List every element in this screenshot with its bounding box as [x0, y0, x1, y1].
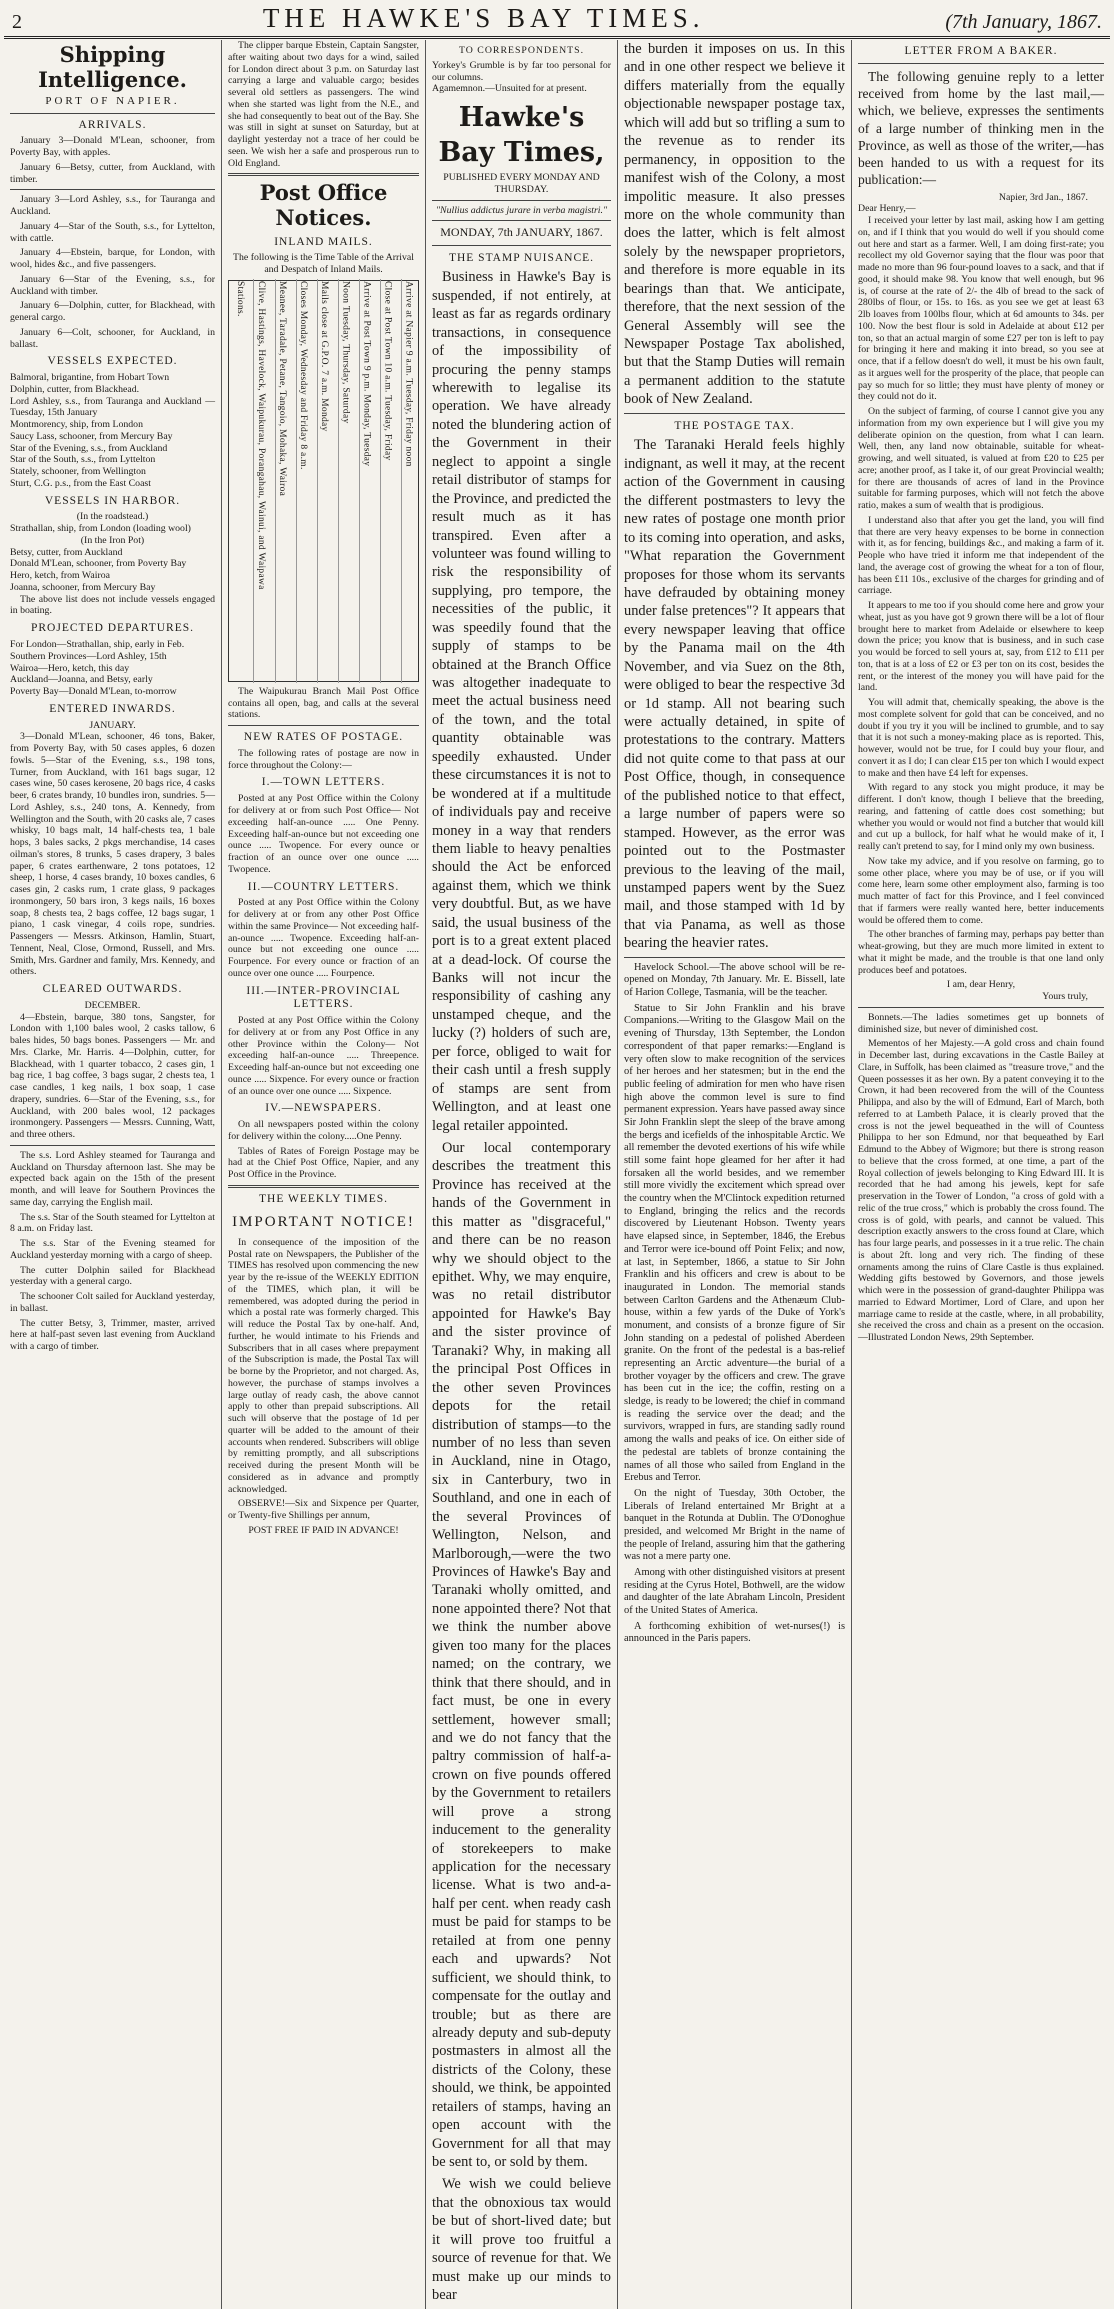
column-news	[618, 40, 852, 2309]
arrival-item: January 6—Betsy, cutter, from Auckland, with timber.	[10, 161, 215, 185]
newspaper-title: THE HAWKE'S BAY TIMES.	[262, 3, 705, 33]
country-letters-text: Posted at any Post Office within the Colony for delivery at or from any other Post Office within the same Province— Not exceeding half-an-ounce ..... Twopence. Exceeding half-an-ounce but not exceeding one ounce ..... Fourpence. For every ounce or fraction of an ounce over one ounce ..... Fourpence.	[228, 897, 419, 979]
shipping-title: Shipping Intelligence.	[38, 42, 187, 93]
harbor-item: Donald M'Lean, schooner, from Poverty Bay	[10, 558, 187, 570]
letter-paragraph: Now take my advice, and if you resolve on farming, go to some other place, where you may be of use, or if you will come here, learn some other employment also, farming is too much matter of fact for this Province, and I feel convinced that if farmers were really wanted here, better inducements would be offered them to come.	[858, 855, 1104, 926]
stamp-nuisance-heading: THE STAMP NUISANCE.	[448, 251, 595, 264]
projected-heading: PROJECTED DEPARTURES.	[30, 622, 195, 635]
column-shipping	[4, 40, 222, 2309]
important-notice-heading: IMPORTANT NOTICE!	[232, 1213, 415, 1230]
shipping-note: The s.s. Lord Ashley steamed for Tauranga and Auckland on Thursday afternoon last. She may be expected back again on the 15th of the present month, and will leave for Southern Provinces the same day, carrying the English mail.	[10, 1149, 215, 1208]
roadstead-label: (In the roadstead.)	[76, 511, 149, 523]
correspondent-line: Agamemnon.—Unsuited for at present.	[432, 83, 587, 95]
projected-item: Auckland—Joanna, and Betsy, early	[10, 674, 153, 686]
publication-schedule: PUBLISHED EVERY MONDAY AND THURSDAY.	[443, 172, 600, 195]
important-notice-text: In consequence of the imposition of the Postal rate on Newspapers, the Publisher of the TIMES has resolved upon commencing the new year by the re-issue of the WEEKLY EDITION of the TIMES, which plan, it will be remembered, was adopted during the period in which a postal rate was formerly charged. This will reduce the Postal Tax by one-half. And, further, he would intimate to his Friends and Subscribers that in all cases where prepayment of the Subscription is made, the Postal Tax will be borne by the Proprietor, and not charged. As, however, the purchase of stamps involves a large outlay of ready cash, the above cannot apply to other than prepaid subscriptions. All such will observe that the postage of 1d per quarter will be added to the amount of their accounts when rendered. Subscribers will oblige by remitting promptly, and all subscriptions received during the present Month will be considered as in advance and promptly acknowledged.	[228, 1236, 419, 1495]
letter-paragraph: I understand also that after you get the land, you will find that there are very heavy expenses to be borne in connection with it, as for fencing, buildings &c., and making a farm of it. People who have tried it inform me that independent of the land, the average cost of growing the wheat for a ton of flour, has been £11 10s., exclusive of the charges for grinding and of carriage.	[858, 514, 1104, 597]
inland-mails-sub: The following is the Time Table of the Arrival and Despatch of Inland Mails.	[233, 252, 414, 276]
correspondent-line: Yorkey's Grumble is by far too personal for our columns.	[432, 59, 611, 83]
timetable-column: Closes Monday, Wednesday and Friday 8 a.m.	[296, 279, 308, 683]
letter-heading: LETTER FROM A BAKER.	[904, 45, 1058, 57]
bonnets-note: Bonnets.—The ladies sometimes get up bonnets of diminished size, but never of diminished cost.	[858, 1011, 1104, 1035]
page-number: 2	[12, 11, 22, 33]
bright-note: On the night of Tuesday, 30th October, the Liberals of Ireland entertained Mr Bright at a banquet in the Rotunda at Dublin. The O'Donoghue presided, and welcomed Mr Bright in the name of the people of Ireland, assuring him that the gathering was not a mere party one.	[624, 1487, 845, 1563]
timetable-column: Arrive at Post Town 9 p.m. Monday, Tuesday	[359, 279, 371, 683]
newspapers-heading: IV.—NEWSPAPERS.	[265, 1102, 382, 1115]
cleared-heading: CLEARED OUTWARDS.	[42, 983, 183, 996]
school-note: Havelock School.—The above school will be re-opened on Monday, 7th January. Mr. E. Bissell, late of Harion College, Tasmania, will be the teacher.	[624, 961, 845, 999]
shipping-note: The s.s. Star of the South steamed for Lyttelton at 8 a.m. on Friday last.	[10, 1211, 215, 1235]
letter-paragraph: It appears to me too if you should come here and grow your wheat, just as you have got 9 grown there will be a lot of flour brought here to market from Adelaide or elsewhere to keep down the price; you know that is business, and in such case you would be forced to sell yours at, say, from £12 to £11 per ton, that is at a loss of £2 or £3 per ton on its cost, besides the rent, or the interest of the money you will have paid for the land.	[858, 600, 1104, 694]
paper-nameplate: Hawke's Bay Times,	[438, 102, 605, 168]
ebstein-note: The clipper barque Ebstein, Captain Sangster, after waiting about two days for a wind, sailed for London direct about 3 p.m. on Saturday last carrying a large and valuable cargo; besides several old settlers as passengers. The wind when she started was light from the N.E., and she had consequently to beat out of the Bay. She was still in sight at sunset on Saturday, but at daylight yesterday not a trace of her could be seen. We wish her a safe and prosperous run to Old England.	[228, 40, 419, 169]
entered-text: 3—Donald M'Lean, schooner, 46 tons, Baker, from Poverty Bay, with 50 cases apples, 6 dozen fowls. 5—Star of the Evening, s.s., 198 tons, Turner, from Auckland, with 161 bags sugar, 12 cases wine, 50 cases kerosene, 20 bags rice, 4 casks beer, 6 crates brandy, 10 bundles iron, sundries. 5—Lord Ashley, s.s., 240 tons, A. Kennedy, from Wellington and the South, with 20 casks ale, 7 cases whisky, 10 bags malt, 14 half-chests tea, 1 bale hops, 3 bales sacks, 2 pkgs merchandise, 14 cases oilman's stores, 8 trunks, 5 cases drapery, 3 bales paper, 6 crates earthenware, 2 tons potatoes, 12 sheep, 1 horse, 4 cases brandy, 10 boxes candles, 6 cases gin, 2 casks rum, 1 crate glass, 9 packages ironmongery, 50 bars iron, 3 kegs nails, 16 boxes soap, 8 chests tea, 2 bags coffee, 12 bags sugar, 1 piano, 1 cask vinegar, 4 coils rope, sundries. Passengers — Messrs. Atkinson, Hamlin, Stuart, Tennent, Neal, Close, Ormond, Russell, and Mrs. Smith, Mrs. Gardner and family, Mrs. Kennedy, and others.	[10, 731, 215, 978]
departure-item: January 6—Dolphin, cutter, for Blackhead, with general cargo.	[10, 300, 215, 324]
town-letters-heading: I.—TOWN LETTERS.	[261, 776, 386, 789]
shipping-note: The s.s. Star of the Evening steamed for Auckland yesterday morning with a cargo of sheep.	[10, 1238, 215, 1261]
franklin-note: Statue to Sir John Franklin and his brave Companions.—Writing to the Glasgow Mail on the evening of Thursday, 13th September, the London correspondent of that paper remarks:—England is very often slow to make recognition of the services of her heroes and her statesmen; but in the end the public feeling of admiration for men who have risen high above the common level is sure to find permanent expression. Years have passed away since Sir John Franklin slept the sleep of the brave among the bergs and icefields of the inhospitable Arctic. We all remember the devoted exertions of his wife while still some faint hope gleamed for her after it had forsaken all the world besides, and we remember still more vividly the excitement which spread over the country when the M'Clintock expedition returned to England, bringing the relics and the records discovered by Lieutenant Hobson. Twenty years have elapsed since, in September, 1846, the Erebus and Terror were ice-bound off Point Felix; and now, at last, in September, 1866, a statue to Sir John Franklin and his officers and crew is about to be inaugurated in London. The memorial stands between Carlton Gardens and the Athenæum Club-house, within a few yards of the Duke of York's monument, and consists of a bronze figure of Sir John standing on a pedestal of polished Aberdeen granite. On the front of the pedestal is a bas-relief representing an Arctic adventure—the burial of a brother voyager by the officers and crew. The grave has been cut in the ice; the coffin, resting on a sledge, is ready to be lowered; the chief in command is reading the service over the dead; and the survivors, wrapped in furs, are standing sadly round among the walls and peaks of ice. On either side of the pedestal are tablets of bronze containing the names of all those who sailed from England in the Erebus and Terror.	[624, 1002, 845, 1484]
column-editorial	[426, 40, 618, 2309]
arrivals-heading: ARRIVALS.	[78, 118, 147, 131]
letter-paragraph: You will admit that, chemically speaking, the above is the most complete solvent for gold that can be conceived, and no doubt if you try it you will be inclined to grumble, and to say that it is not such a money-making place as is reported. This, however, would not be true, for I could buy your flour, and convert it as I do; I can clear £15 per ton which I would expect to make and then have £4 left for expenses.	[858, 697, 1104, 779]
nurses-note: A forthcoming exhibition of wet-nurses(!) is announced in the Paris papers.	[624, 1620, 845, 1645]
editorial-date: MONDAY, 7th JANUARY, 1867.	[440, 225, 603, 240]
paper-motto: "Nullius addictus jurare in verba magistri."	[435, 204, 608, 216]
entered-month: JANUARY.	[89, 719, 136, 731]
column-post-office	[222, 40, 426, 2309]
shipping-note: The cutter Betsy, 3, Trimmer, master, arrived here at half-past seven last evening from Auckland with a cargo of timber.	[10, 1317, 215, 1353]
expected-item: Stately, schooner, from Wellington	[10, 466, 146, 478]
projected-item: Southern Provinces—Lord Ashley, 15th	[10, 650, 167, 662]
cleared-month: DECEMBER.	[84, 999, 141, 1011]
timetable-column: Meanee, Taradale, Petane, Tangoio, Mohaka, Wairoa	[275, 279, 287, 683]
editorial-paragraph: Business in Hawke's Bay is suspended, if not entirely, at least as far as regards ordinary transactions, in consequence of the impossibility of procuring the penny stamps wherewith to legalise its operation. We have already noted the blundering action of the Government in their neglect to appoint a single retail distributor of stamps for the Province, and predicted the result much as it has transpired. Even after a volunteer was found willing to risk the responsibility of supplying, pro tempore, the necessities of the public, it was speedily found that the supply of stamps to be obtained at the Branch Office was altogether inadequate to meet the actual business need of the town, and the total quantity obtainable was speedily exhausted. Under these circumstances it is not to be wondered at if a multitude of individuals pay and receive money in a way that renders them liable to heavy penalties should the Act be enforced against them, which we think very doubtful. But, as we have said, the usual business of the port is to a great extent placed at a dead-lock. Of course the Banks will not incur the responsibility of cashing any unstamped cheque, and the lucky (?) holders of such are, per force, obliged to wait for their cash until a fresh supply of stamps are sent from Wellington, and at least one legal retailer appointed.	[432, 269, 611, 1134]
town-letters-text: Posted at any Post Office within the Colony for delivery at or from such Post Office— Not exceeding half-an-ounce ..... One Penny. Exceeding half-an-ounce but not exceeding one ounce ..... Twopence. For every ounce or fraction of an ounce over one ounce ..... Twopence.	[228, 793, 419, 875]
expected-item: Star of the Evening, s.s., from Auckland	[10, 442, 168, 454]
columns	[4, 40, 1110, 2304]
timetable-footnote: The Waipukurau Branch Mail Post Office contains all open, bag, and calls at the several stations.	[228, 685, 419, 721]
expected-item: Lord Ashley, s.s., from Tauranga and Auckland —Tuesday, 15th January	[10, 395, 215, 419]
editorial-paragraph: We wish we could believe that the obnoxious tax would be but of short-lived date; but it will prove too fruitful a source of revenue for that. We must make up our minds to bear	[432, 2176, 611, 2304]
entered-heading: ENTERED INWARDS.	[49, 702, 176, 715]
editorial-paragraph: Our local contemporary describes the treatment this Province has received at the hands of the Government in this matter as "disgraceful," and there can be no reason why we should object to the epithet. Why, we may enquire, was no retail distributor appointed for Hawke's Bay and the sister province of Taranaki? Why, in making all the principal Post Offices in the other seven Provinces depots for the retail distribution of stamps—to the number of no less than seven in Auckland, nine in Otago, six in Canterbury, two in Southland, and one in each of the several Provinces of Wellington, Nelson, and Marlborough,—were the two Provinces of Hawke's Bay and Taranaki wholly omitted, and none appointed there? Not that we think the number above given too many for the places named; on the contrary, we think that there should, and in fact must, be one in every settlement, however small; and we do not fancy that the paltry commission of half-a-crown on five pounds offered by the Government to retailers will prove a strong inducement to the generality of storekeepers to make application for the necessary license. What is two and-a-half per cent. when ready cash must be paid for stamps to be retailed at from one penny each and upwards? Not sufficient, we should think, to compensate for the outlay and trouble; but as there are already deputy and sub-deputy postmasters in almost all the districts of the Colony, these should, we think, be appointed retailers of stamps, having an open account with the Government for all that may be sent to, or sold by them.	[432, 1139, 611, 2171]
harbor-item: Betsy, cutter, from Auckland	[10, 546, 123, 558]
harbor-item: Hero, ketch, from Wairoa	[10, 570, 110, 582]
letter-intro: The following genuine reply to a letter received from home by the last mail,—which, we believe, expresses the sentiments of a large number of thinking men in the Province, as well as those of the writer,—has been handed to us with a request for its publication:—	[858, 68, 1104, 188]
letter-dateline: Napier, 3rd Jan., 1867.	[998, 191, 1088, 203]
inter-provincial-text: Posted at any Post Office within the Colony for delivery at or from any Post Office in any other Province within the Colony— Not exceeding half-an-ounce ..... Threepence. Exceeding half-an-ounce but not exceeding one ounce ..... Sixpence. For every ounce or fraction of an ounce over one ounce ..... Sixpence.	[228, 1015, 419, 1097]
timetable-column: Clive, Hastings, Havelock, Waipukurau, Porangahau, Wainui, and Waipawa	[253, 279, 265, 683]
letter-paragraph: I received your letter by last mail, asking how I am getting on, and if I think that you would do well if you should come out here and start as a farmer. Well, I am doing first-rate; you recollect my old Governor saying that the flour was poor that made no more than 96 four-pound loaves to a sack, and that if good, it should make 98. You know that well enough, but 96 is, of course at the rate of 2/- the 4lb of bread to the sack of 280lbs of flour, or 15s. to 16s. as you see we get at least 63 2lb loaves from 100lbs flour, which at 6d amounts to 34s. per 100. Now the best flour is sold in Adelaide at about £12 per ton, so that an actual margin of some £27 per ton is left to pay for bringing it here and making it into bread, so you see at once, that if a fellow doesn't do well, it must be his own fault, as it argues well for the prosperity of the place, that people can pay so much for so little; they must have plenty of money or they could not do it.	[858, 215, 1105, 403]
letter-paragraph: With regard to any stock you might produce, it may be different. I don't know, though I believe that the breeding, rearing, and fattening of cattle does cost something; but whether you would or would not find a butcher that would kill and cut up a bullock, for half what he would make of it, I really can't pretend to say, for I mind only my own business.	[858, 782, 1104, 853]
visitors-note: Among with other distinguished visitors at present residing at the Cyrus Hotel, Bothwell, are the widow and daughter of the late Abraham Lincoln, President of the United States of America.	[624, 1567, 845, 1617]
expected-item: Montmorency, ship, from London	[10, 419, 143, 431]
letter-paragraph: The other branches of farming may, perhaps pay better than wheat-growing, but they are much more limited in extent to what it might be made, and the trouble is that one land only produces beef and potatoes.	[858, 929, 1104, 976]
cleared-text: 4—Ebstein, barque, 380 tons, Sangster, for London with 1,100 bales wool, 2 casks tallow, 6 bales hides, 50 bags bones. Passengers — Mr. and Mrs. Clarke, Mr. Harris. 4—Dolphin, cutter, for Blackhead, with 1 quarter tobacco, 2 cases gin, 1 bag rice, 1 bag coffee, 3 bags sugar, 2 chests tea, 1 case candles, 1 keg nails, 1 box soap, 1 case drapery, sundries. 6—Star of the Evening, s.s., for Auckland, with 200 bales wool, 12 packages ironmongery. Passengers — Messrs. Cunning, Watt, and three others.	[10, 1011, 215, 1141]
expected-heading: VESSELS EXPECTED.	[47, 355, 178, 368]
departure-item: January 4—Ebstein, barque, for London, with wool, hides &c., and five passengers.	[10, 247, 215, 271]
arrival-item: January 3—Donald M'Lean, schooner, from Poverty Bay, with apples.	[10, 135, 215, 159]
departure-item: January 6—Star of the Evening, s.s., for Auckland with timber.	[10, 273, 215, 297]
timetable-column: Stations.	[234, 280, 245, 317]
masthead	[4, 0, 1110, 39]
letter-salutation: Dear Henry,—	[858, 203, 916, 215]
expected-item: Sturt, C.G. p.s., from the East Coast	[10, 477, 151, 489]
expected-item: Balmoral, brigantine, from Hobart Town	[10, 372, 170, 384]
harbor-item: Joanna, schooner, from Mercury Bay	[10, 581, 156, 593]
departure-item: January 4—Star of the South, s.s., for Lyttelton, with cattle.	[10, 220, 215, 244]
expected-item: Saucy Lass, schooner, from Mercury Bay	[10, 430, 173, 442]
mail-timetable	[228, 280, 419, 682]
issue-date: (7th January, 1867.	[945, 11, 1102, 33]
projected-item: For London—Strathallan, ship, early in Feb.	[10, 639, 185, 650]
letter-signoff: Yours truly,	[1042, 991, 1088, 1003]
letter-closing: I am, dear Henry,	[946, 979, 1016, 991]
foreign-postage-note: Tables of Rates of Foreign Postage may be had at the Chief Post Office, Napier, and any Post Office in the Province.	[228, 1145, 419, 1181]
country-letters-heading: II.—COUNTRY LETTERS.	[247, 880, 400, 893]
editorial-continued: the burden it imposes on us. In this and in one other respect we believe it differs materially from the equally objectionable newspaper postage tax, which will add but so trifling a sum to the revenue as to render its permanency, in opposition to the manifest wish of the Colony, a most impolitic measure. It also presses more on the whole community than does the latter, which is felt almost solely by the newspaper proprietors, and therefore is more equable in its bearings than that. We anticipate, therefore, that the next session of the General Assembly will see the Newspaper Postage Tax abolished, but that the Stamp Duties will remain a permanent addition to the statute book of New Zealand.	[624, 41, 845, 408]
projected-item: Poverty Bay—Donald M'Lean, to-morrow	[10, 686, 177, 697]
jewel-note: Mementos of her Majesty.—A gold cross and chain found in December last, during excavations in the Castle Bailey at Clare, in Suffolk, has been claimed as "treasure trove," and the Queen possesses it as her own. By a patent conveying it to the Crown, it had been recovered from the will of the Countess Philippa, and also by the will of Edmund, Earl of March, both referred to at Lambeth Palace, it is clearly proved that the cross is not the jewel bequeathed in the will of Countess Philippa to her son Edmund, nor that bequeathed by Earl Edmund to the Abbey of Wigmore; but there is strong reason to believe that the cross formed, at one time, a part of the Royal collection of jewels belonging to King Edward III. It is recorded that he had among his jewels, kept for safe preservation in the Tower of London, "a cross of gold with a relic of the true cross," which is probably the cross found. The cross is of gold, with pearls, and cannot be valued. This description exactly answers to the cross found at Clare, which has four large pearls, and possesses in it a true relic. The chain is about 2ft. long and very rich. The finding of these ornaments among the ruins of Clare Castle is thus explained. Wedding gifts bestowed by Governors, and those jewels which were in the possession of grand-daughter Philippa was married to Edward Mortimer, Lord of Clare, and upon her marriage came to reside at the castle, where, in all probability, she received the cross and chain as a present on the occasion.—Illustrated London News, 29th September.	[858, 1038, 1104, 1344]
timetable-column: Mails close at G.P.O. 7 a.m. Monday	[317, 279, 329, 683]
departure-item: January 6—Colt, schooner, for Auckland, in ballast.	[10, 326, 215, 350]
rates-intro: The following rates of postage are now in force throughout the Colony:—	[228, 747, 419, 771]
timetable-column: Noon Tuesday, Thursday, Saturday	[338, 279, 350, 683]
projected-item: Wairoa—Hero, ketch, this day	[10, 662, 130, 674]
harbor-note: The above list does not include vessels engaged in boating.	[10, 593, 215, 617]
rates-heading: NEW RATES OF POSTAGE.	[243, 731, 404, 744]
post-free-note: POST FREE IF PAID IN ADVANCE!	[248, 1524, 399, 1536]
newspapers-text: On all newspapers posted within the colony for delivery within the colony.....One Penny.	[228, 1119, 419, 1142]
timetable-column: Close at Post Town 10 a.m. Tuesday, Friday	[380, 279, 392, 683]
departure-item: January 3—Lord Ashley, s.s., for Tauranga and Auckland.	[10, 194, 215, 218]
column-letter	[852, 40, 1110, 2309]
timetable-column: Arrive at Napier 9 a.m. Tuesday, Friday noon	[401, 279, 413, 683]
letter-paragraph: On the subject of farming, of course I cannot give you any information from my own experience but I will give you my deliberate opinion on the question, from what I can learn. Well, then, any land now obtainable, suitable for wheat-growing, and well situated, is valued at from £20 to £25 per acre; another proof, as I take it, of our great Provincial wealth; for there are thousands of acres of land in the Province suitable for farming purposes, which will not fetch the above ratio, makes a sum of wealth that is prodigious.	[858, 406, 1104, 512]
shipping-note: The cutter Dolphin sailed for Blackhead yesterday with a general cargo.	[10, 1264, 215, 1288]
inter-provincial-heading: III.—INTER-PROVINCIAL LETTERS.	[246, 984, 401, 1011]
expected-item: Star of the South, s.s., from Lyttelton	[10, 454, 156, 466]
postage-tax-heading: THE POSTAGE TAX.	[674, 419, 795, 432]
postage-tax-paragraph: The Taranaki Herald feels highly indignant, as well it may, at the recent action of the Government in causing the different postmasters to levy the new rates of postage one month prior to its coming into operation, and asks, "What reparation the Government proposes for those whom its servants have defrauded by obtaining money under false pretences"? It appears that every newspaper leaving that office by the Panama mail on the 4th November, and via Suez on the 8th, were obliged to bear the respective 3d or 1d stamp. All not bearing such were actually detained, in spite of protestations to the contrary. Matters did not quite come to that pass at our Post Office, though, in consequence of the published notice to that effect, a large number of papers were so stamped. However, as the error was pointed out to the Postmaster previous to the leaving of the mail, unstamped papers went by the Suez mail, and those stamped with 1d by that via Panama, as well as those bearing the heavier rates.	[624, 437, 845, 952]
weekly-times-heading: THE WEEKLY TIMES.	[258, 1192, 389, 1205]
harbor-item: Strathallan, ship, from London (loading wool)	[10, 523, 191, 535]
harbor-heading: VESSELS IN HARBOR.	[44, 494, 181, 507]
correspondents-heading: TO CORRESPONDENTS.	[458, 45, 585, 56]
post-office-title: Post Office Notices.	[259, 180, 388, 231]
observe-note: OBSERVE!—Six and Sixpence per Quarter, or Twenty-five Shillings per annum,	[228, 1498, 419, 1521]
inland-mails-heading: INLAND MAILS.	[274, 235, 373, 248]
iron-pot-label: (In the Iron Pot)	[80, 534, 145, 546]
port-heading: PORT OF NAPIER.	[45, 95, 180, 108]
shipping-note: The schooner Colt sailed for Auckland yesterday, in ballast.	[10, 1291, 215, 1314]
expected-item: Dolphin, cutter, from Blackhead.	[10, 383, 140, 395]
